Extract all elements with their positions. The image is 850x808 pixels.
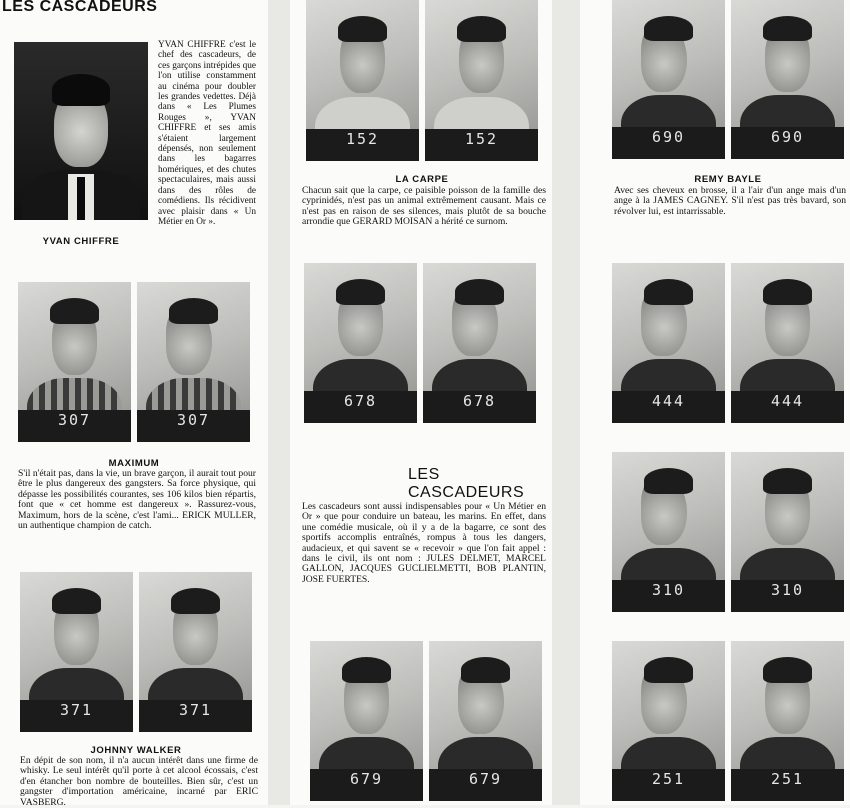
remy-bayle-profile-photo	[612, 0, 725, 159]
right-page	[580, 0, 850, 805]
cascadeurs-text: Les cascadeurs sont aussi indispensables pour « Un Métier en Or » que pour conduire un bateau, les marins. En effet, dans une comédie musicale, où il y a de la bagarre, ce sont des sportifs accomplis entraînés, rompus à tous les dangers, audacieux, et qui savent se « recevoir » que l'on fait appel : dans le civil, ils ont nom : JULES DELMET, MARCEL GALLON, JACQUES GUCLIELMETTI, BOB PLANTIN, JOSE FUERTES.	[302, 501, 546, 585]
yvan-chiffre-portrait	[14, 42, 148, 220]
mugshot-number: 371	[20, 700, 133, 732]
la-carpe-front-photo	[425, 0, 538, 161]
mugshot-number: 444	[612, 391, 725, 423]
maximum-front-photo	[18, 282, 131, 442]
la-carpe-profile-photo	[306, 0, 419, 161]
cascadeur-310-front-photo	[731, 452, 844, 612]
cascadeur-251-front-photo	[731, 641, 844, 801]
cascadeur-444-profile-photo	[612, 263, 725, 423]
mugshot-number: 307	[137, 410, 250, 442]
maximum-text: S'il n'était pas, dans la vie, un brave garçon, il aurait tout pour être le plus dangereux des gangsters. Sa force physique, qui dépasse les possibilités courantes, ses 106 kilos bien répartis, font que « cet homme est dangereux ». Rassurez-vous, Maximum, hors de la scène, c'est l'ami... ERICK MULLER, un authentique champion de catch.	[18, 468, 256, 532]
section-heading: LES CASCADEURS	[408, 466, 525, 501]
cascadeur-678-front-photo	[304, 263, 417, 423]
mugshot-number: 690	[612, 127, 725, 159]
cascadeur-679-profile-photo	[429, 641, 542, 801]
mugshot-number: 152	[306, 129, 419, 161]
remy-bayle-text: Avec ses cheveux en brosse, il a l'air d'un ange mais d'un ange à la JAMES CAGNEY. S'il n'est pas très bavard, son révolver lui, est intarrissable.	[614, 185, 846, 217]
mugshot-number: 310	[612, 580, 725, 612]
mugshot-number: 152	[425, 129, 538, 161]
mugshot-number: 690	[731, 127, 844, 159]
mugshot-number: 678	[304, 391, 417, 423]
intro-text: YVAN CHIFFRE c'est le chef des cascadeurs, de ces garçons intrépides que l'on utilise constamment au cinéma pour doubler les grandes vedettes. Déjà dans « Les Plumes Rouges », YVAN CHIFFRE et ses amis s'étaient largement dépensés, non seulement dans les bagarres homériques, et des chutes spectaculaires, mais aussi dans des rôles de comédiens. Ils récidivent avec plaisir dans « Un Métier en Or ».	[158, 40, 256, 227]
portrait-caption: YVAN CHIFFRE	[42, 236, 120, 247]
maximum-profile-photo	[137, 282, 250, 442]
cascadeur-251-profile-photo	[612, 641, 725, 801]
mugshot-number: 444	[731, 391, 844, 423]
left-page	[0, 0, 268, 808]
la-carpe-text: Chacun sait que la carpe, ce paisible poisson de la famille des cyprinidés, n'est pas un animal extrêmement causant. Mais ce n'est pas en raison de ses silences, mais plutôt de sa bouche arrondie que GERARD MOISAN a hérité ce surnom.	[302, 185, 546, 228]
mugshot-number: 307	[18, 410, 131, 442]
johnny-walker-text: En dépit de son nom, il n'a aucun intérêt dans une firme de whisky. Le seul intérêt qu'il porte à cet alcool écossais, c'est d'en étancher bon nombre de bouteilles. Bien sûr, c'est un gangster d'importation américaine, incarné par ERIC VASBERG.	[20, 755, 258, 808]
mugshot-number: 251	[612, 769, 725, 801]
la-carpe-name: LA CARPE	[395, 174, 449, 185]
mugshot-number: 371	[139, 700, 252, 732]
cascadeur-678-profile-photo	[423, 263, 536, 423]
cascadeur-679-front-photo	[310, 641, 423, 801]
johnny-walker-front-photo	[139, 572, 252, 732]
mugshot-number: 679	[429, 769, 542, 801]
remy-bayle-front-photo	[731, 0, 844, 159]
mugshot-number: 679	[310, 769, 423, 801]
cascadeur-444-front-photo	[731, 263, 844, 423]
remy-bayle-name: REMY BAYLE	[694, 174, 762, 185]
mugshot-number: 310	[731, 580, 844, 612]
page-heading: LES CASCADEURS	[2, 0, 158, 15]
middle-page	[290, 0, 552, 805]
mugshot-number: 678	[423, 391, 536, 423]
maximum-name: MAXIMUM	[108, 458, 160, 469]
cascadeur-310-profile-photo	[612, 452, 725, 612]
johnny-walker-profile-photo	[20, 572, 133, 732]
johnny-walker-name: JOHNNY WALKER	[90, 745, 182, 756]
mugshot-number: 251	[731, 769, 844, 801]
